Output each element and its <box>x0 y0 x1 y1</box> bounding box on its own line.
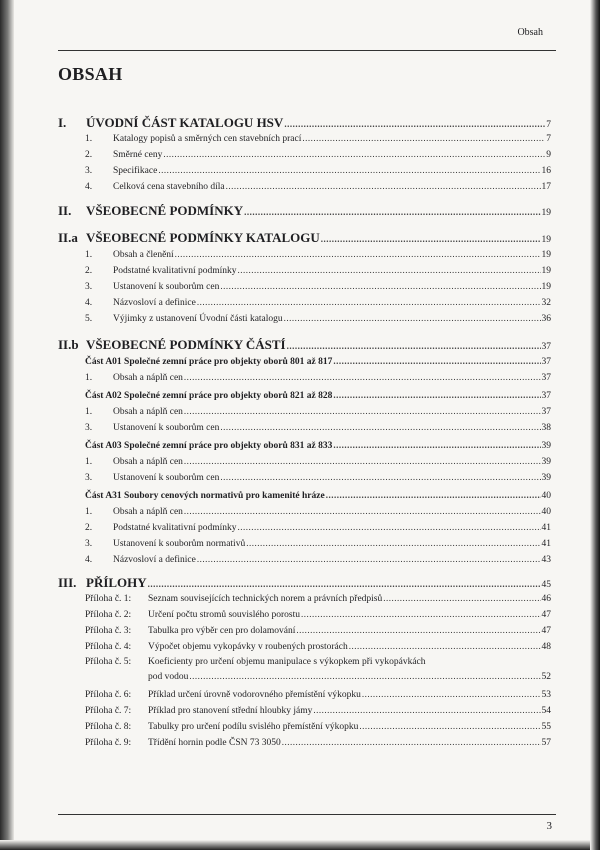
toc-part-a01[interactable] <box>58 356 551 367</box>
item-title: Výjimky z ustanovení Úvodní části katalogu <box>113 314 283 324</box>
leader-dots <box>163 149 545 159</box>
page-ref: 55 <box>541 722 551 732</box>
footer-rule <box>58 814 556 815</box>
page-ref: 41 <box>541 523 551 533</box>
toc-item[interactable] <box>58 472 551 483</box>
toc-appendix[interactable] <box>58 593 551 604</box>
leader-dots <box>302 133 545 143</box>
page-ref: 39 <box>541 457 551 467</box>
item-title: Názvosloví a definice <box>113 555 196 565</box>
page-ref: 19 <box>541 282 551 292</box>
toc-item[interactable] <box>58 133 551 144</box>
page-ref: 45 <box>541 580 551 590</box>
page-ref: 37 <box>541 373 551 383</box>
appendix-title: Koeficienty pro určení objemu manipulace s výkopkem při vykopávkách <box>148 657 426 667</box>
item-number: 1. <box>85 134 93 144</box>
item-number: 4. <box>85 555 93 565</box>
item-title: Obsah a náplň cen <box>113 457 183 467</box>
section-number: I. <box>58 115 67 130</box>
toc-appendix[interactable] <box>58 625 551 636</box>
item-title: Podstatné kvalitativní podmínky <box>113 266 237 276</box>
toc-item[interactable] <box>58 281 551 292</box>
toc-item[interactable] <box>58 372 551 383</box>
toc-item[interactable] <box>58 522 551 533</box>
leader-dots <box>197 297 541 307</box>
appendix-title: Tabulka pro výběr cen pro dolamování <box>148 626 296 636</box>
item-number: 1. <box>85 250 93 260</box>
leader-dots <box>359 721 540 731</box>
toc-item[interactable] <box>58 165 551 176</box>
leader-dots <box>226 181 541 191</box>
leader-dots <box>184 456 541 466</box>
section-title: VŠEOBECNÉ PODMÍNKY ČÁSTÍ <box>86 337 286 352</box>
toc-item[interactable] <box>58 249 551 260</box>
item-title: Ustanovení k souborům cen <box>113 473 220 483</box>
leader-dots <box>189 671 540 681</box>
item-title: Obsah a náplň cen <box>113 407 183 417</box>
item-title: Ustanovení k souborům cen <box>113 282 220 292</box>
page-ref: 43 <box>541 555 551 565</box>
page-ref: 46 <box>541 594 551 604</box>
appendix-title: Výpočet objemu vykopávky v roubených prostorách <box>148 642 348 652</box>
page-ref: 9 <box>546 150 551 160</box>
leader-dots <box>238 265 541 275</box>
leader-dots <box>313 705 540 715</box>
page-ref: 38 <box>541 423 551 433</box>
appendix-number: Příloha č. 3: <box>85 626 132 636</box>
page-ref: 37 <box>541 342 551 352</box>
toc-item[interactable] <box>58 506 551 517</box>
toc-appendix[interactable] <box>58 609 551 620</box>
page-ref: 16 <box>541 166 551 176</box>
page-ref: 19 <box>541 235 551 245</box>
item-number: 3. <box>85 539 93 549</box>
item-number: 1. <box>85 373 93 383</box>
item-number: 3. <box>85 423 93 433</box>
leader-dots <box>158 165 540 175</box>
appendix-title: Příklad pro stanovení střední hloubky jámy <box>148 706 313 716</box>
page-ref: 41 <box>541 539 551 549</box>
leader-dots <box>238 522 541 532</box>
page-ref: 7 <box>546 120 551 130</box>
toc-item[interactable] <box>58 422 551 433</box>
appendix-title: Příklad určení úrovně vodorovného přemístění výkopku <box>148 690 361 700</box>
item-title: Směrné ceny <box>113 150 163 160</box>
page-ref: 17 <box>541 182 551 192</box>
item-title: Ustanovení k souborům normativů <box>113 539 246 549</box>
page-ref: 7 <box>546 134 551 144</box>
leader-dots <box>296 625 540 635</box>
page-ref: 37 <box>541 357 551 367</box>
toc-item[interactable] <box>58 181 551 192</box>
toc-item[interactable] <box>58 554 551 565</box>
item-number: 2. <box>85 523 93 533</box>
appendix-number: Příloha č. 4: <box>85 642 132 652</box>
appendix-title: Určení počtu stromů souvislého porostu <box>148 610 300 620</box>
page-ref: 36 <box>541 314 551 324</box>
toc-item[interactable] <box>58 149 551 160</box>
toc-part-a02[interactable] <box>58 390 551 401</box>
leader-dots <box>184 506 541 516</box>
item-number: 2. <box>85 150 93 160</box>
page-ref: 53 <box>541 690 551 700</box>
appendix-number: Příloha č. 2: <box>85 610 132 620</box>
page-ref: 40 <box>541 507 551 517</box>
leader-dots <box>197 554 541 564</box>
page-ref: 19 <box>541 250 551 260</box>
toc-section-iii[interactable] <box>58 575 551 591</box>
appendix-number: Příloha č. 9: <box>85 738 132 748</box>
page-ref: 39 <box>541 473 551 483</box>
item-number: 1. <box>85 457 93 467</box>
appendix-number: Příloha č. 7: <box>85 706 132 716</box>
toc-item[interactable] <box>58 297 551 308</box>
leader-dots <box>184 406 541 416</box>
leader-dots <box>184 372 541 382</box>
page-ref: 54 <box>541 706 551 716</box>
appendix-number: Příloha č. 5: <box>85 657 132 667</box>
item-number: 3. <box>85 473 93 483</box>
leader-dots <box>246 538 540 548</box>
part-title: Část A01 Společné zemní práce pro objekty oborů 801 až 817 <box>85 357 333 367</box>
page-title: OBSAH <box>58 64 123 84</box>
page-ref: 37 <box>541 407 551 417</box>
leader-dots <box>326 490 541 500</box>
section-number: II.b <box>58 337 79 352</box>
item-number: 1. <box>85 507 93 517</box>
toc-item[interactable] <box>58 456 551 467</box>
item-title: Specifikace <box>113 166 158 176</box>
page-ref: 39 <box>541 441 551 451</box>
item-title: Názvosloví a definice <box>113 298 196 308</box>
page-ref: 48 <box>541 642 551 652</box>
toc-section-iia[interactable] <box>58 230 551 246</box>
leader-dots <box>349 641 541 651</box>
toc-item[interactable] <box>58 265 551 276</box>
leader-dots <box>301 609 541 619</box>
appendix-title: Třídění hornin podle ČSN 73 3050 <box>148 738 281 748</box>
page-edge-shadow <box>0 840 600 850</box>
toc-item[interactable] <box>58 406 551 417</box>
leader-dots <box>282 737 541 747</box>
leader-dots <box>220 472 540 482</box>
item-title: Podstatné kvalitativní podmínky <box>113 523 237 533</box>
leader-dots <box>220 281 540 291</box>
section-number: III. <box>58 575 77 590</box>
page-ref: 47 <box>541 610 551 620</box>
leader-dots <box>148 579 541 589</box>
page-ref: 52 <box>541 672 551 682</box>
leader-dots <box>321 234 541 244</box>
item-number: 4. <box>85 182 93 192</box>
leader-dots <box>333 390 540 400</box>
appendix-title: Seznam souvisejících technických norem a právních předpisů <box>148 594 383 604</box>
toc-appendix-line2[interactable] <box>58 671 551 682</box>
item-title: Katalogy popisů a směrných cen stavebních prací <box>113 134 302 144</box>
leader-dots <box>244 207 540 217</box>
item-title: Obsah a náplň cen <box>113 507 183 517</box>
item-title: Ustanovení k souborům cen <box>113 423 220 433</box>
leader-dots <box>175 249 541 259</box>
section-title: VŠEOBECNÉ PODMÍNKY KATALOGU <box>86 230 320 245</box>
leader-dots <box>362 689 541 699</box>
toc-part-a03[interactable] <box>58 440 551 451</box>
leader-dots <box>333 440 540 450</box>
part-title: Část A03 Společné zemní práce pro objekty oborů 831 až 833 <box>85 441 333 451</box>
leader-dots <box>333 356 540 366</box>
toc-section-ii[interactable] <box>58 203 551 219</box>
appendix-title-continued: pod vodou <box>148 672 189 682</box>
appendix-number: Příloha č. 6: <box>85 690 132 700</box>
page-ref: 37 <box>541 391 551 401</box>
page-ref: 40 <box>541 491 551 501</box>
toc-appendix[interactable] <box>58 737 551 748</box>
section-title: PŘÍLOHY <box>86 575 147 590</box>
item-number: 2. <box>85 266 93 276</box>
running-head: Obsah <box>517 27 543 38</box>
toc-appendix[interactable] <box>58 641 551 652</box>
section-title: ÚVODNÍ ČÁST KATALOGU HSV <box>86 115 284 130</box>
header-rule <box>58 50 556 51</box>
section-number: II.a <box>58 230 78 245</box>
toc-part-a31[interactable] <box>58 490 551 501</box>
toc-section-iib[interactable] <box>58 337 551 353</box>
item-number: 5. <box>85 314 93 324</box>
page-ref: 19 <box>541 266 551 276</box>
item-title: Obsah a náplň cen <box>113 373 183 383</box>
section-number: II. <box>58 203 72 218</box>
page-number: 3 <box>546 820 552 832</box>
item-number: 3. <box>85 166 93 176</box>
item-number: 4. <box>85 298 93 308</box>
appendix-number: Příloha č. 1: <box>85 594 132 604</box>
page-ref: 32 <box>541 298 551 308</box>
item-title: Obsah a členění <box>113 250 174 260</box>
leader-dots <box>383 593 540 603</box>
item-number: 3. <box>85 282 93 292</box>
toc-appendix-line1[interactable] <box>58 657 551 667</box>
toc-appendix[interactable] <box>58 689 551 700</box>
page-ref: 47 <box>541 626 551 636</box>
toc-item[interactable] <box>58 538 551 549</box>
leader-dots <box>287 341 541 351</box>
leader-dots <box>284 119 545 129</box>
part-title: Část A31 Soubory cenových normativů pro kamenité hráze <box>85 491 325 501</box>
appendix-number: Příloha č. 8: <box>85 722 132 732</box>
leader-dots <box>220 422 540 432</box>
section-title: VŠEOBECNÉ PODMÍNKY <box>86 203 244 218</box>
page-ref: 57 <box>541 738 551 748</box>
appendix-title: Tabulky pro určení podílu svislého přemístění výkopku <box>148 722 359 732</box>
toc-item[interactable] <box>58 313 551 324</box>
item-number: 1. <box>85 407 93 417</box>
item-title: Celková cena stavebního díla <box>113 182 225 192</box>
toc-appendix[interactable] <box>58 705 551 716</box>
page-ref: 19 <box>541 208 551 218</box>
toc-appendix[interactable] <box>58 721 551 732</box>
toc-section-i[interactable] <box>58 115 551 131</box>
part-title: Část A02 Společné zemní práce pro objekty oborů 821 až 828 <box>85 391 333 401</box>
leader-dots <box>284 313 541 323</box>
